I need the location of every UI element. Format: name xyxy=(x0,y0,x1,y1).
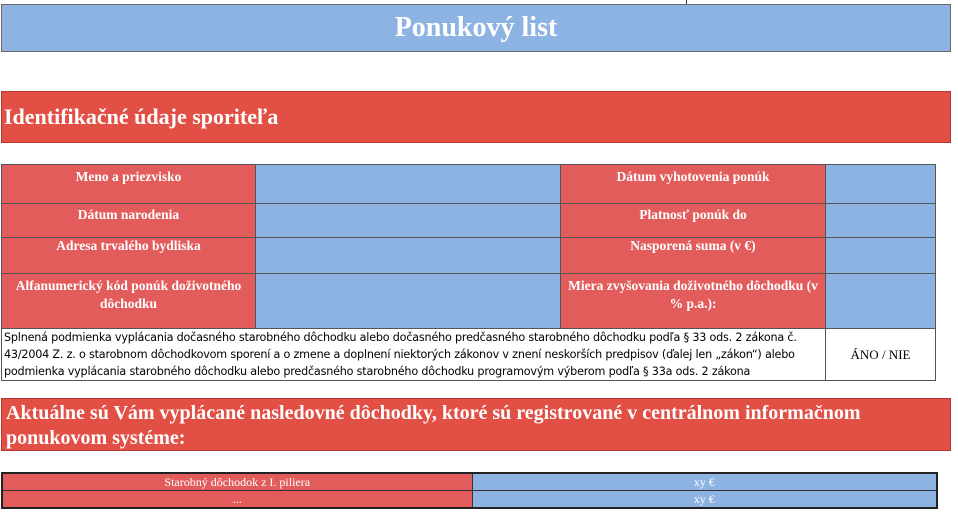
pension-value: xy € xyxy=(472,491,937,509)
increase-rate-value-field[interactable] xyxy=(826,274,936,329)
birth-date-label: Dátum narodenia xyxy=(2,204,256,238)
pension-label: Starobný dôchodok z I. piliera xyxy=(2,473,472,491)
pensions-table xyxy=(1,472,938,509)
issue-date-value-field[interactable] xyxy=(826,165,936,204)
issue-date-label: Dátum vyhotovenia ponúk xyxy=(561,165,826,204)
section-heading-current-pensions: Aktuálne sú Vám vyplácané nasledovné dôchodky, ktoré sú registrované v centrálnom informačnom ponukovom systéme: xyxy=(1,398,951,451)
pension-label: ... xyxy=(2,491,472,509)
saver-identification-table xyxy=(1,164,936,381)
name-value-field[interactable] xyxy=(256,165,561,204)
birth-date-value-field[interactable] xyxy=(256,204,561,238)
saved-sum-label: Nasporená suma (v €) xyxy=(561,238,826,274)
code-value-field[interactable] xyxy=(256,274,561,329)
condition-text: Splnená podmienka vyplácania dočasného starobného dôchodku alebo dočasného predčasného starobného dôchodku podľa § 33 ods. 2 zákona č. 43/2004 Z. z. o starobnom dôchodkovom sporení a o zmene a doplnení niektorých zákonov v znení neskorších predpisov (ďalej len „zákon“) alebo podmienka vyplácania starobného dôchodku alebo predčasného starobného dôchodku programovým výberom podľa § 33a ods. 2 zákona xyxy=(2,329,826,381)
code-label: Alfanumerický kód ponúk doživotného dôchodku xyxy=(2,274,256,329)
section-heading-saver-identification: Identifikačné údaje sporiteľa xyxy=(1,91,951,143)
pension-value: xy € xyxy=(472,473,937,491)
saved-sum-value-field[interactable] xyxy=(826,238,936,274)
condition-answer[interactable]: ÁNO / NIE xyxy=(826,329,936,381)
increase-rate-label: Miera zvyšovania doživotného dôchodku (v % p.a.): xyxy=(561,274,826,329)
validity-value-field[interactable] xyxy=(826,204,936,238)
address-label: Adresa trvalého bydliska xyxy=(2,238,256,274)
validity-label: Platnosť ponúk do xyxy=(561,204,826,238)
page-title: Ponukový list xyxy=(1,4,951,52)
address-value-field[interactable] xyxy=(256,238,561,274)
name-label: Meno a priezvisko xyxy=(2,165,256,204)
